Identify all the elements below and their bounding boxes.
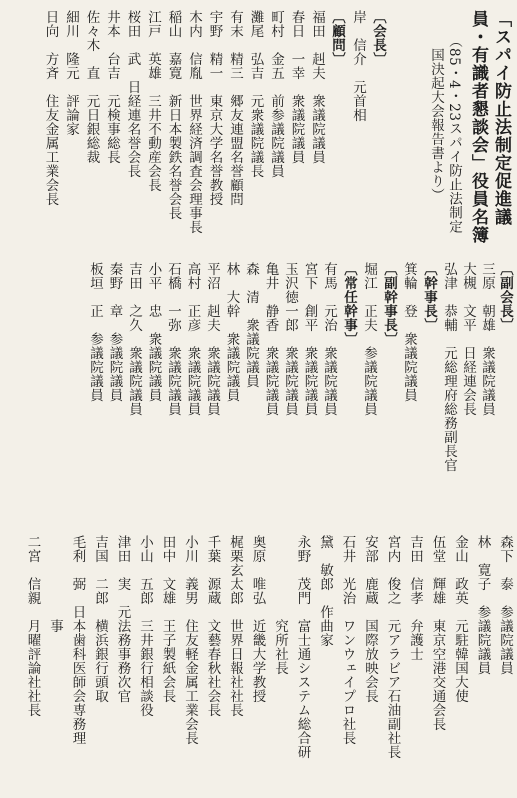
standing-secretary-entry: 宮下 創平 衆議院議員 bbox=[301, 262, 318, 416]
member-entry: 吉田 信孝 弁護士 bbox=[407, 535, 423, 661]
member-entry: 林 寛子 参議院議員 bbox=[474, 535, 491, 675]
member-entry: 事 bbox=[47, 535, 63, 633]
member-entry: 宮内 俊之 元アラビア石油副社長 bbox=[384, 535, 401, 759]
member-entry: 伍堂 輝雄 東京空港交通会長 bbox=[429, 535, 446, 731]
advisor-entry: 春日 一幸 衆議院議員 bbox=[288, 10, 305, 164]
standing-secretary-entry: 平沼 赳夫 衆議院議員 bbox=[204, 262, 220, 416]
member-entry: 石井 光治 ワンウェイプロ社長 bbox=[339, 535, 356, 745]
member-entry: 安部 鹿蔵 国際放映会長 bbox=[362, 535, 378, 703]
advisor-entry: 桜田 武 日経連名誉会長 bbox=[124, 10, 141, 178]
subtitle-line-1: （85・4・23スパイ防止法制定 bbox=[446, 34, 462, 234]
title-line-2: 員・有識者懇談会」役員名簿 bbox=[468, 10, 488, 244]
advisor-entry: 稲山 嘉寛 新日本製鉄名誉会長 bbox=[165, 10, 182, 220]
advisor-entry: 宇野 精一 東京大学名誉教授 bbox=[206, 10, 223, 206]
standing-secretary-entry: 亀井 静香 衆議院議員 bbox=[262, 262, 279, 416]
member-entry: 梶栗玄太郎 世界日報社社長 bbox=[227, 535, 243, 717]
standing-secretary-entry: 高村 正彦 衆議院議員 bbox=[184, 262, 201, 416]
vice-chairman-entry: 弘津 恭輔 元総理府総務副長官 bbox=[441, 262, 457, 472]
standing-secretary-entry: 板垣 正 参議院議員 bbox=[87, 262, 103, 402]
member-entry: 津田 実 元法務事務次官 bbox=[114, 535, 131, 703]
heading-secretary-general: 〔幹事長〕 bbox=[421, 262, 437, 332]
heading-chairman: 〔会長〕 bbox=[370, 10, 386, 66]
chairman-entry: 岸 信介 元首相 bbox=[350, 10, 366, 122]
standing-secretary-entry: 森 清 衆議院議員 bbox=[243, 262, 259, 388]
member-entry: 金山 政英 元駐韓国大使 bbox=[452, 535, 468, 703]
member-entry: 二宮 信親 月曜評論社社長 bbox=[24, 535, 41, 717]
member-entry: 奥原 唯弘 近畿大学教授 bbox=[249, 535, 266, 703]
vice-chairman-entry: 大槻 文平 日経連会長 bbox=[460, 262, 476, 416]
advisor-entry: 佐々木 直 元日銀総裁 bbox=[83, 10, 100, 164]
heading-standing-secretaries: 〔常任幹事〕 bbox=[341, 262, 357, 346]
member-entry: 永野 茂門 富士通システム総合研 bbox=[294, 535, 311, 759]
heading-vice-chairmen: 〔副会長〕 bbox=[497, 262, 513, 332]
heading-advisors: 〔顧問〕 bbox=[329, 10, 345, 66]
member-entry: 千葉 源蔵 文藝春秋社会長 bbox=[204, 535, 221, 717]
secretary-general-entry: 箕輪 登 衆議院議員 bbox=[401, 262, 417, 402]
member-entry: 黛 敏郎 作曲家 bbox=[317, 535, 333, 647]
member-entry: 田中 文雄 王子製紙会長 bbox=[159, 535, 176, 703]
member-entry: 小山 五郎 三井銀行相談役 bbox=[137, 535, 153, 717]
standing-secretary-entry: 秦野 章 参議院議員 bbox=[106, 262, 123, 402]
member-entry: 吉国 二郎 横浜銀行頭取 bbox=[92, 535, 108, 703]
standing-secretary-entry: 石橋 一弥 衆議院議員 bbox=[165, 262, 181, 416]
standing-secretary-entry: 玉沢徳一郎 衆議院議員 bbox=[282, 262, 298, 416]
advisor-entry: 細川 隆元 評論家 bbox=[63, 10, 79, 136]
standing-secretary-entry: 林 大幹 衆議院議員 bbox=[223, 262, 240, 402]
subtitle-line-2: 国決起大会報告書より） bbox=[428, 48, 444, 202]
standing-secretary-entry: 小平 忠 衆議院議員 bbox=[145, 262, 162, 402]
member-entry: 森下 泰 参議院議員 bbox=[497, 535, 513, 675]
heading-deputy-secretary: 〔副幹事長〕 bbox=[381, 262, 397, 346]
member-entry: 小川 義男 住友軽金属工業会長 bbox=[182, 535, 198, 745]
standing-secretary-entry: 有馬 元治 衆議院議員 bbox=[321, 262, 337, 416]
deputy-secretary-entry: 堀江 正夫 参議院議員 bbox=[361, 262, 377, 416]
advisor-entry: 日向 方斉 住友金属工業会長 bbox=[42, 10, 59, 206]
vice-chairman-entry: 三原 朝雄 衆議院議員 bbox=[479, 262, 495, 416]
member-entry: 毛利 弼 日本歯科医師会専務理 bbox=[69, 535, 86, 745]
advisor-entry: 井本 台吉 元検事総長 bbox=[104, 10, 120, 164]
advisor-entry: 木内 信胤 世界経済調査会理事長 bbox=[186, 10, 202, 234]
standing-secretary-entry: 吉田 之久 衆議院議員 bbox=[126, 262, 142, 416]
advisor-entry: 有末 精三 郷友連盟名誉顧問 bbox=[227, 10, 243, 206]
member-entry: 究所社長 bbox=[272, 535, 288, 675]
advisor-entry: 町村 金五 前参議院議員 bbox=[268, 10, 284, 178]
advisor-entry: 灘尾 弘吉 元衆議院議長 bbox=[247, 10, 264, 178]
title-line-1: 「スパイ防止法制定促進議 bbox=[491, 10, 511, 226]
advisor-entry: 福田 赳夫 衆議院議員 bbox=[309, 10, 325, 164]
advisor-entry: 江戸 英雄 三井不動産会長 bbox=[145, 10, 161, 192]
